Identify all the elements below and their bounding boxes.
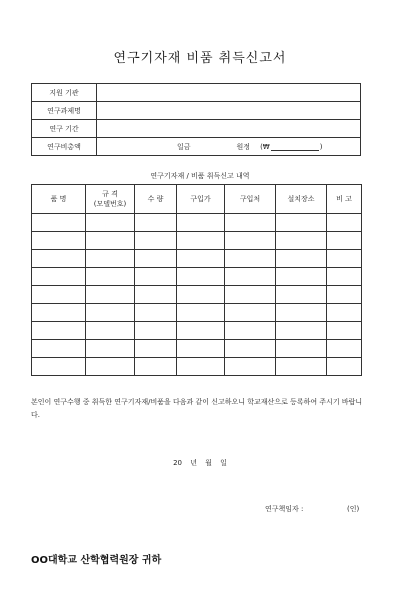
items-header-cell: 설치장소 [276,185,327,214]
info-label-budget: 연구비총액 [32,138,97,156]
items-cell[interactable] [86,268,135,286]
info-label-project: 연구과제명 [32,102,97,120]
items-cell[interactable] [225,268,276,286]
items-cell[interactable] [32,232,86,250]
date-line: 20 년 월 일 [173,459,227,467]
items-cell[interactable] [177,358,225,376]
seal-mark: (인) [347,505,360,513]
items-cell[interactable] [86,340,135,358]
items-cell[interactable] [276,268,327,286]
info-label-period: 연구 기간 [32,120,97,138]
amount-paren-open: (₩ [260,142,270,151]
items-cell[interactable] [177,340,225,358]
items-cell[interactable] [32,340,86,358]
items-cell[interactable] [86,304,135,322]
items-header-cell: 구입처 [225,185,276,214]
info-row-budget [32,138,361,156]
items-cell[interactable] [86,286,135,304]
amount-word-label: 일금 [177,142,191,151]
items-cell[interactable] [225,214,276,232]
items-cell[interactable] [32,286,86,304]
amount-number-blank[interactable] [271,143,319,151]
items-cell[interactable] [135,358,177,376]
items-cell[interactable] [327,232,362,250]
items-cell[interactable] [135,268,177,286]
items-cell[interactable] [177,250,225,268]
items-row [32,358,362,376]
items-cell[interactable] [86,358,135,376]
items-cell[interactable] [177,286,225,304]
items-cell[interactable] [225,322,276,340]
items-cell[interactable] [86,250,135,268]
items-cell[interactable] [276,286,327,304]
items-cell[interactable] [86,214,135,232]
items-cell[interactable] [177,304,225,322]
items-cell[interactable] [86,232,135,250]
items-cell[interactable] [32,304,86,322]
items-header-cell: 구입가 [177,185,225,214]
items-row [32,286,362,304]
amount-won-label: 원정 [236,142,251,151]
document-title: 연구기자재 비품 취득신고서 [113,51,287,66]
items-cell[interactable] [135,340,177,358]
items-row [32,250,362,268]
items-cell[interactable] [327,286,362,304]
items-cell[interactable] [327,322,362,340]
items-row [32,322,362,340]
info-value-agency[interactable] [97,84,361,102]
items-cell[interactable] [327,304,362,322]
items-cell[interactable] [177,322,225,340]
items-cell[interactable] [32,322,86,340]
items-cell[interactable] [177,268,225,286]
section-title: 연구기자재 / 비품 취득신고 내역 [150,172,250,180]
amount-paren-close: ) [319,142,323,151]
items-cell[interactable] [177,214,225,232]
recipient-line: OO대학교 산학협력원장 귀하 [31,555,162,566]
items-row [32,214,362,232]
items-cell[interactable] [135,250,177,268]
info-table [31,83,361,156]
items-cell[interactable] [225,250,276,268]
items-cell[interactable] [327,214,362,232]
items-row [32,232,362,250]
items-cell[interactable] [32,214,86,232]
info-row-period [32,120,361,138]
items-cell[interactable] [135,304,177,322]
items-header-cell: 품 명 [32,185,86,214]
items-cell[interactable] [276,250,327,268]
info-value-budget[interactable] [97,138,361,156]
items-cell[interactable] [225,232,276,250]
items-table [31,184,362,376]
info-row-agency [32,84,361,102]
items-cell[interactable] [135,286,177,304]
items-cell[interactable] [135,322,177,340]
info-label-agency: 지원 기관 [32,84,97,102]
items-cell[interactable] [327,250,362,268]
items-cell[interactable] [327,358,362,376]
items-body [32,214,362,376]
items-header-cell: 비 고 [327,185,362,214]
items-cell[interactable] [86,322,135,340]
items-cell[interactable] [225,340,276,358]
items-cell[interactable] [32,250,86,268]
info-value-project[interactable] [97,102,361,120]
items-cell[interactable] [327,340,362,358]
items-header-cell: 수 량 [135,185,177,214]
items-cell[interactable] [135,232,177,250]
amount-line [97,142,360,152]
items-cell[interactable] [177,232,225,250]
notice-text: 본인이 연구수행 중 취득한 연구기자재/비품을 다음과 같이 신고하오니 학교재산으로 등록하여 주시기 바랍니다. [31,398,363,419]
items-cell[interactable] [327,268,362,286]
items-cell[interactable] [225,358,276,376]
items-header-row [32,185,362,214]
items-cell[interactable] [276,340,327,358]
items-cell[interactable] [276,214,327,232]
items-cell[interactable] [225,286,276,304]
items-header-cell: 규 격 (모델번호) [86,185,135,214]
items-cell[interactable] [276,322,327,340]
items-row [32,304,362,322]
items-cell[interactable] [32,358,86,376]
signature-label: 연구책임자 : [265,505,304,513]
items-row [32,340,362,358]
items-cell[interactable] [276,304,327,322]
items-cell[interactable] [32,268,86,286]
items-cell[interactable] [135,214,177,232]
info-row-project [32,102,361,120]
items-row [32,268,362,286]
items-cell[interactable] [225,304,276,322]
items-cell[interactable] [276,232,327,250]
items-cell[interactable] [276,358,327,376]
info-value-period[interactable] [97,120,361,138]
